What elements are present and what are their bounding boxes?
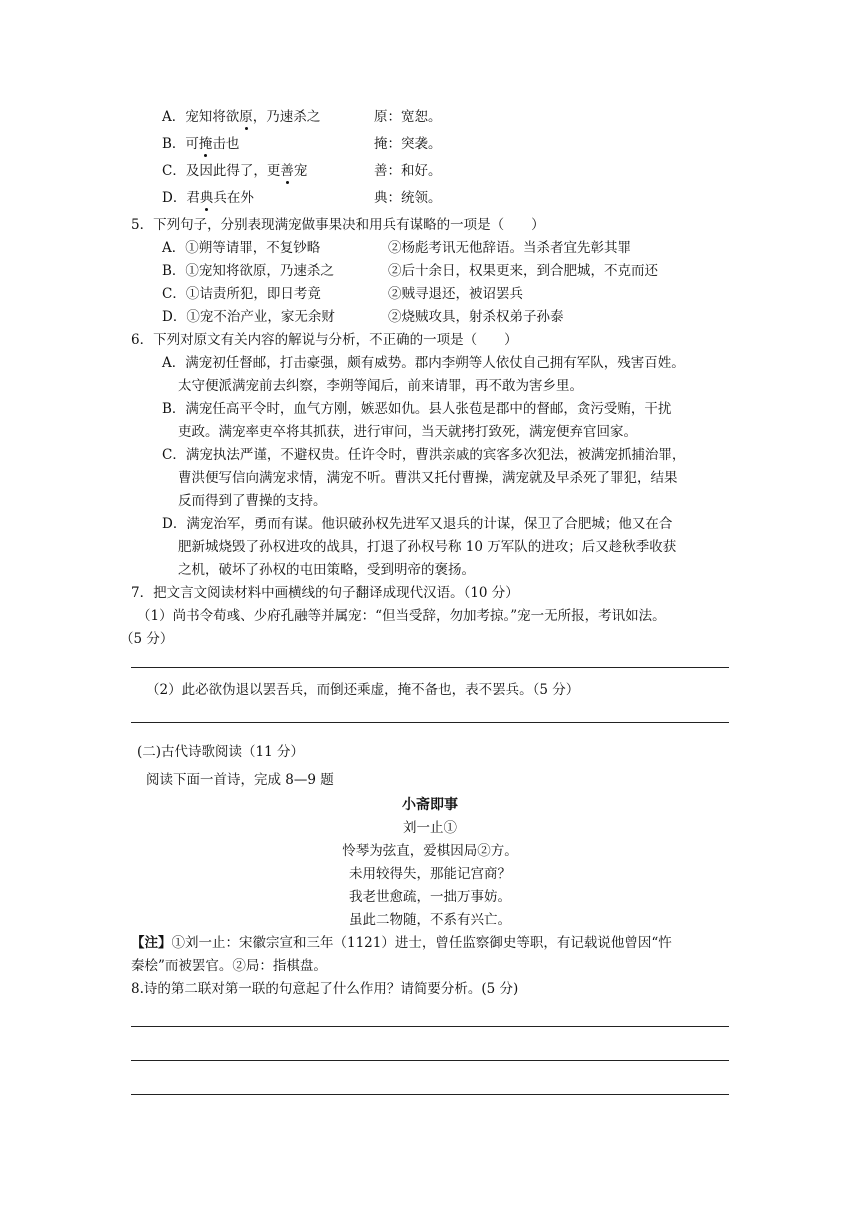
q5-option-a-2: ②杨彪考讯无他辞语。当杀者宜先彰其罪: [388, 240, 631, 256]
dotted-char: 掩: [198, 136, 213, 152]
poem-line-1: 怜琴为弦直，爱棋因局②方。: [342, 843, 518, 859]
q4-gloss-b: 掩：突袭。: [374, 136, 442, 152]
q4-option-a: A．宠知将欲原，乃速杀之: [162, 109, 321, 125]
answer-line[interactable]: [131, 1060, 729, 1061]
q6-option-d-line3: 之机，破坏了孙权的屯田策略，受到明帝的褒扬。: [178, 562, 475, 578]
q6-option-d-line1: D．满宠治军，勇而有谋。他识破孙权先进军又退兵的计谋，保卫了合肥城；他又在合: [162, 516, 673, 532]
answer-line[interactable]: [131, 1094, 729, 1095]
poem-line-2: 未用较得失，那能记宫商？: [349, 866, 511, 882]
q4-gloss-c: 善：和好。: [374, 163, 442, 179]
q5-option-c-1: C．①诘责所犯，即日考竟: [162, 286, 321, 302]
q5-option-c-2: ②贼寻退还，被诏罢兵: [388, 286, 523, 302]
dotted-char: 善: [280, 163, 294, 179]
poem-note-line2: 秦桧”而被罢官。②局：指棋盘。: [131, 958, 327, 974]
poem-title: 小斋即事: [402, 797, 458, 813]
q5-option-b-1: B．①宠知将欲原，乃速杀之: [162, 263, 334, 279]
q5-stem: 5．下列句子，分别表现满宠做事果决和用兵有谋略的一项是（ ）: [131, 217, 545, 233]
poem-note-line1: 【注】①刘一止：宋徽宗宣和三年（1121）进士，曾任监察御史等职，有记载说他曾因“忤: [131, 935, 672, 951]
q7-sentence-2: （2）此必欲伪退以罢吾兵，而倒还乘虚，掩不备也，表不罢兵。（5 分）: [146, 682, 580, 698]
q5-option-d-1: D．①宠不治产业，家无余财: [162, 309, 335, 325]
q4-option-b: B．可掩击也: [162, 136, 240, 152]
q6-option-d-line2: 肥新城烧毁了孙权进攻的战具，打退了孙权号称 10 万军队的进攻；后又趁秋季收获: [178, 539, 677, 555]
answer-line[interactable]: [131, 667, 729, 668]
dotted-char: 典: [199, 190, 214, 206]
note-label: 【注】: [131, 935, 172, 951]
dotted-char: 原: [239, 109, 253, 125]
q6-option-b-line1: B．满宠任高平令时，血气方刚，嫉恶如仇。县人张苞是郡中的督邮，贪污受贿，干扰: [162, 401, 672, 417]
poem-instruction: 阅读下面一首诗，完成 8—9 题: [146, 772, 334, 788]
poem-line-3: 我老世愈疏，一拙万事妨。: [349, 889, 511, 905]
q4-option-c: C．及因此得了，更善宠: [162, 163, 308, 179]
poem-line-4: 虽此二物随，不系有兴亡。: [349, 912, 511, 928]
q6-option-c-line2: 曹洪便写信向满宠求情，满宠不听。曹洪又托付曹操，满宠就及早杀死了罪犯，结果: [178, 470, 678, 486]
q6-option-c-line3: 反而得到了曹操的支持。: [178, 493, 327, 509]
q5-option-a-1: A．①朔等请罪，不复钞略: [162, 240, 321, 256]
poem-author: 刘一止①: [403, 820, 457, 836]
q6-option-a-line2: 太守便派满宠前去纠察，李朔等闻后，前来请罪，再不敢为害乡里。: [178, 378, 583, 394]
q4-option-d: D．君典兵在外: [162, 190, 254, 206]
q6-option-a-line1: A．满宠初任督邮，打击豪强，颇有威势。郡内李朔等人依仗自己拥有军队，残害百姓。: [162, 355, 685, 371]
q4-gloss-a: 原：宽恕。: [374, 109, 442, 125]
q7-sentence-1-points: （5 分）: [120, 631, 174, 647]
q6-stem: 6．下列对原文有关内容的解说与分析，不正确的一项是（ ）: [131, 332, 518, 348]
answer-line[interactable]: [131, 722, 729, 723]
section-heading: (二)古代诗歌阅读（11 分）: [137, 744, 305, 760]
q6-option-c-line1: C．满宠执法严谨，不避权贵。任许令时，曹洪亲戚的宾客多次犯法，被满宠抓捕治罪，: [162, 447, 686, 463]
q8-stem: 8.诗的第二联对第一联的句意起了什么作用？请简要分析。(5 分): [131, 981, 519, 997]
q6-option-b-line2: 吏政。满宠率吏卒将其抓获，进行审问，当天就拷打致死，满宠便弃官回家。: [178, 424, 637, 440]
q5-option-d-2: ②烧贼攻具，射杀权弟子孙泰: [388, 309, 564, 325]
q7-stem: 7．把文言文阅读材料中画横线的句子翻译成现代汉语。（10 分）: [131, 585, 519, 601]
q5-option-b-2: ②后十余日，权果更来，到合肥城，不克而还: [388, 263, 658, 279]
answer-line[interactable]: [131, 1026, 729, 1027]
q4-gloss-d: 典：统领。: [374, 190, 442, 206]
q7-sentence-1: （1）尚书令荀彧、少府孔融等并属宠：“但当受辞，勿加考掠。”宠一无所报，考讯如法。: [137, 608, 666, 624]
